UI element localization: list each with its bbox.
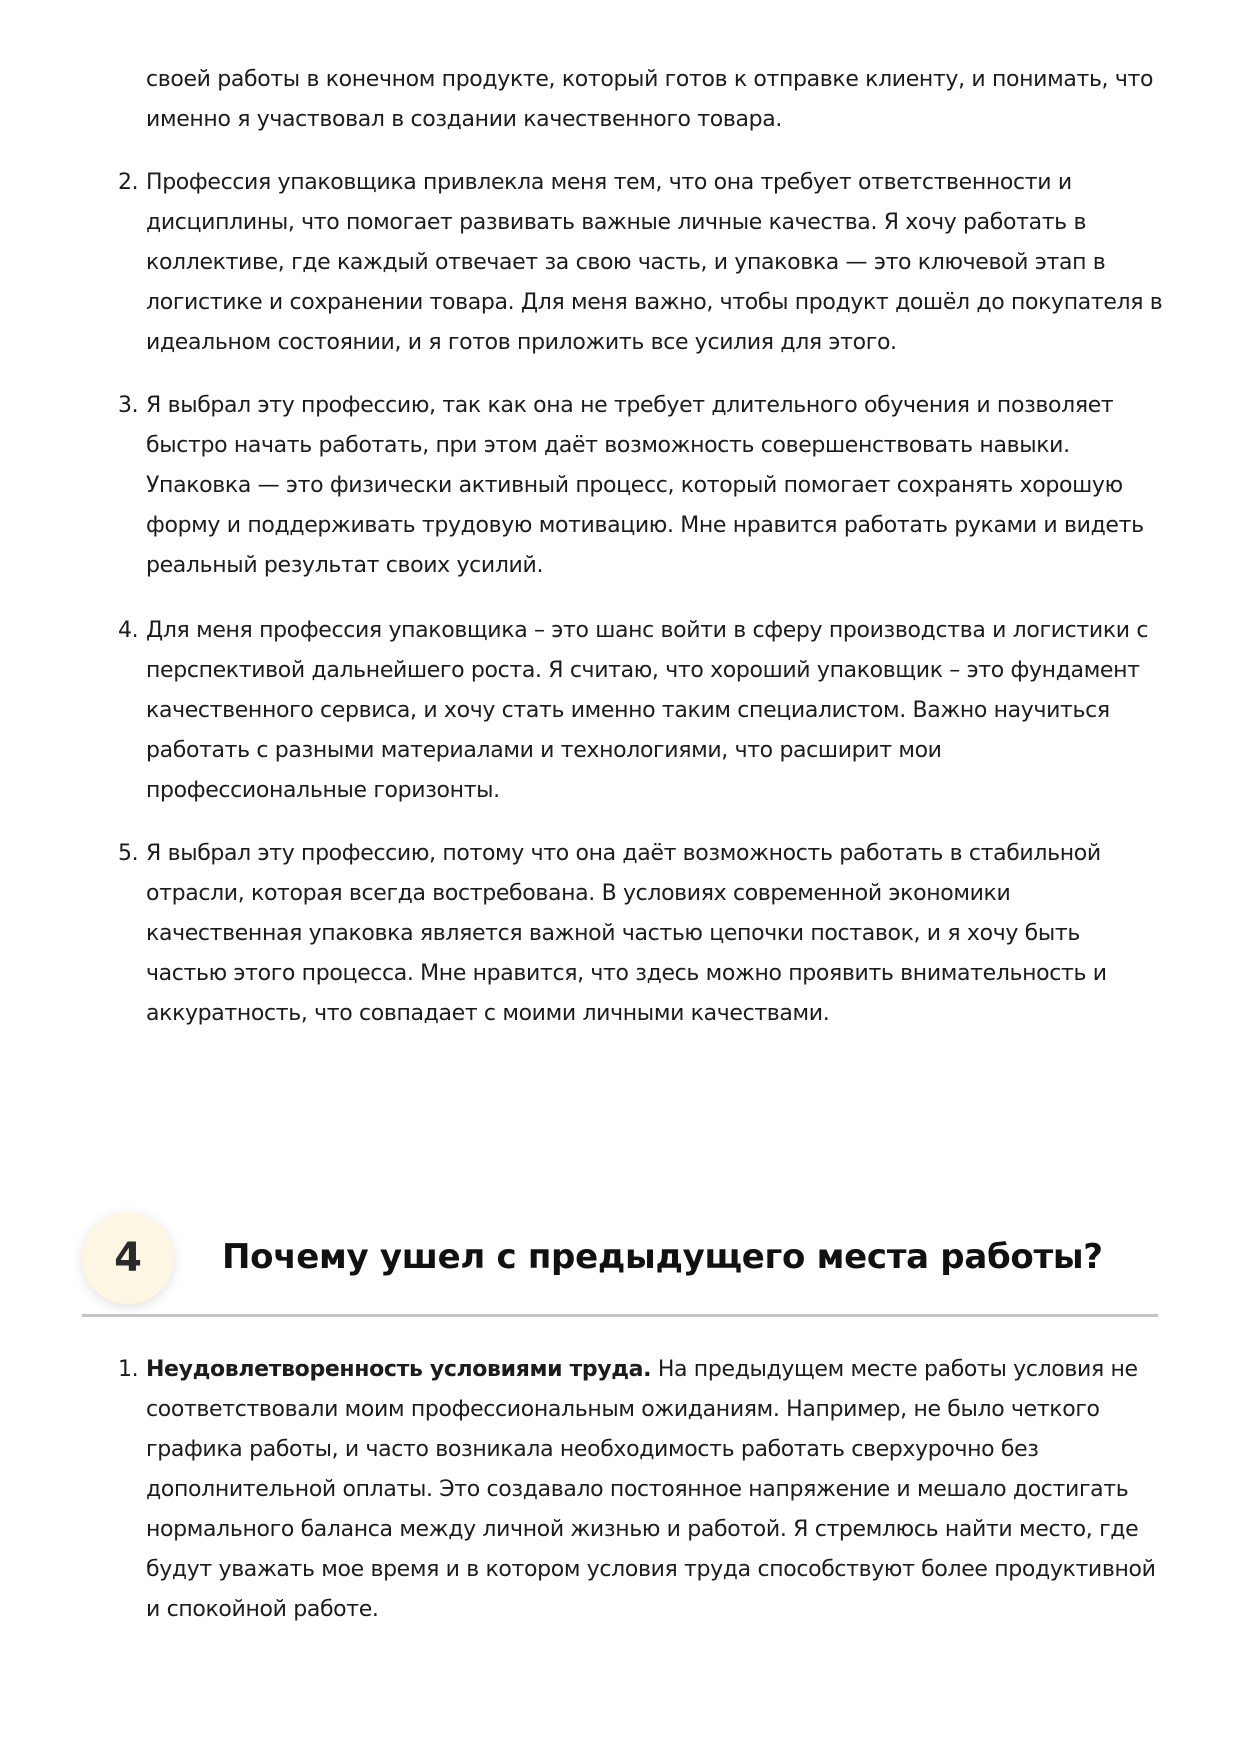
list-item-text: Профессия упаковщика привлекла меня тем, что она требует ответственности и дисциплины, что помогает развивать важные личные качества. Я хочу работать в коллективе, где каждый отвечает за свою часть, и упаковка — это ключевой этап в логистике и сохранении товара. Для меня важно, чтобы продукт дошёл до покупателя в идеальном состоянии, и я готов приложить все усилия для этого. [146, 170, 1163, 355]
section-number-badge: 4 [82, 1212, 174, 1304]
list-item-text: Я выбрал эту профессию, так как она не требует длительного обучения и позволяет быстро начать работать, при этом даёт возможность совершенствовать навыки. Упаковка — это физически активный процесс, который помогает сохранять хорошую форму и поддерживать трудовую мотивацию. Мне нравится работать руками и видеть реальный результат своих усилий. [146, 393, 1144, 578]
list-item-4 [118, 611, 1166, 811]
list-item-text: На предыдущем месте работы условия не соответствовали моим профессиональным ожиданиям. Например, не было четкого графика работы, и часто возникала необходимость работать сверхурочно без дополнительной оплаты. Это создавало постоянное напряжение и мешало достигать нормального баланса между личной жизнью и работой. Я стремлюсь найти место, где будут уважать мое время и в котором условия труда способствуют более продуктивной и спокойной работе. [146, 1357, 1156, 1622]
list-item-text: своей работы в конечном продукте, который готов к отправке клиенту, и понимать, что именно я участвовал в создании качественного товара. [146, 67, 1154, 132]
section-header [82, 1212, 1158, 1322]
list-item-2 [118, 163, 1166, 363]
list-item-number: 1. [118, 1357, 139, 1382]
list-item-3 [118, 386, 1166, 586]
list-item-number: 5. [118, 841, 139, 866]
list-item-bold-lead: Неудовлетворенность условиями труда. [146, 1357, 652, 1382]
section-title: Почему ушел с предыдущего места работы? [222, 1237, 1103, 1277]
list-item-number: 2. [118, 170, 139, 195]
section-list-item-1 [118, 1350, 1166, 1630]
section-divider [82, 1314, 1158, 1317]
list-item-5 [118, 834, 1166, 1034]
list-item-number: 4. [118, 618, 139, 643]
list-item-1-continuation [146, 60, 1166, 140]
list-item-text: Для меня профессия упаковщика – это шанс войти в сферу производства и логистики с перспективой дальнейшего роста. Я считаю, что хороший упаковщик – это фундамент качественного сервиса, и хочу стать именно таким специалистом. Важно научиться работать с разными материалами и технологиями, что расширит мои профессиональные горизонты. [146, 618, 1149, 803]
list-item-number: 3. [118, 393, 139, 418]
list-item-text: Я выбрал эту профессию, потому что она даёт возможность работать в стабильной отрасли, которая всегда востребована. В условиях современной экономики качественная упаковка является важной частью цепочки поставок, и я хочу быть частью этого процесса. Мне нравится, что здесь можно проявить внимательность и аккуратность, что совпадает с моими личными качествами. [146, 841, 1107, 1026]
